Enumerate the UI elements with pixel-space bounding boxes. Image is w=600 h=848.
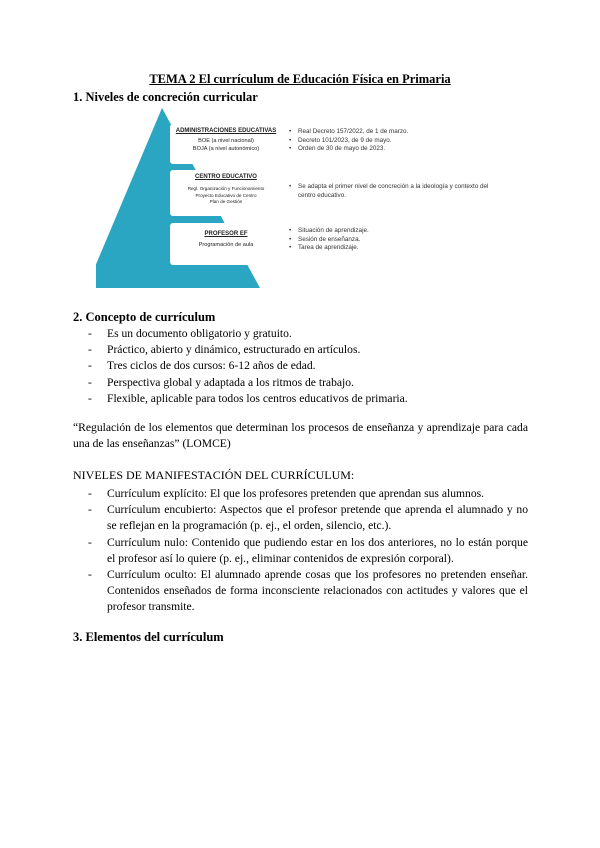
- pyramid-level-profesor: [170, 223, 282, 265]
- notes-administraciones: [288, 128, 498, 154]
- level-line: Plan de Gestión: [209, 199, 243, 204]
- section-1-heading: 1. Niveles de concreción curricular: [73, 90, 258, 104]
- level-line: Programación de aula: [198, 242, 254, 248]
- level-title: CENTRO EDUCATIVO: [195, 174, 257, 180]
- list-item: - Flexible, aplicable para todos los centros educativos de primaria.: [73, 391, 533, 407]
- concept-list: [73, 326, 533, 407]
- list-item: - Currículum encubierto: Aspectos que el profesor pretende que aprenda el alumnado y no se reflejan en la programación (p. ej., el orden, silencio, etc.).: [73, 502, 528, 534]
- notes-profesor: [288, 227, 498, 253]
- list-item: - Currículum explícito: El que los profesores pretenden que aprendan sus alumnos.: [73, 486, 528, 502]
- level-line: Regl. Organización y Funcionamiento: [187, 186, 265, 191]
- pyramid-level-centro: [170, 170, 282, 216]
- niveles-list: [73, 486, 528, 616]
- list-item: - Currículum oculto: El alumnado aprende cosas que los profesores no pretenden enseñar. Contenidos enseñados de forma inconsciente relacionados con actitudes y valores que el profesor transmite.: [73, 567, 528, 616]
- note-item: • Real Decreto 157/2022, de 1 de marzo.: [288, 128, 498, 137]
- list-item: - Perspectiva global y adaptada a los ritmos de trabajo.: [73, 375, 533, 391]
- level-title: PROFESOR EF: [204, 231, 248, 237]
- notes-centro: [288, 183, 493, 200]
- niveles-heading: NIVELES DE MANIFESTACIÓN DEL CURRÍCULUM:: [73, 468, 355, 482]
- section-3-heading: 3. Elementos del currículum: [73, 630, 224, 644]
- document-title: TEMA 2 El currículum de Educación Física en Primaria: [149, 72, 451, 86]
- note-item: • Tarea de aprendizaje.: [288, 244, 498, 253]
- list-item: - Es un documento obligatorio y gratuito.: [73, 326, 533, 342]
- section-2-heading: 2. Concepto de currículum: [73, 310, 216, 324]
- level-line: Proyecto Educativo de Centro: [195, 192, 257, 198]
- list-item: - Tres ciclos de dos cursos: 6-12 años de edad.: [73, 358, 533, 374]
- list-item: - Práctico, abierto y dinámico, estructurado en artículos.: [73, 342, 533, 358]
- level-line: BOJA (a nivel autonómico): [192, 146, 260, 152]
- level-line: BOE (a nivel nacional): [198, 138, 254, 144]
- note-item: • Situación de aprendizaje.: [288, 227, 498, 236]
- note-item: • Se adapta el primer nivel de concreción a la ideología y contexto del centro educativo.: [288, 183, 493, 200]
- pyramid-level-administraciones: [170, 124, 282, 164]
- note-item: • Orden de 30 de mayo de 2023.: [288, 145, 498, 154]
- note-item: • Decreto 101/2023, de 9 de mayo.: [288, 137, 498, 146]
- lomce-quote: “Regulación de los elementos que determinan los procesos de enseñanza y aprendizaje para cada una de las enseñanzas” (LOMCE): [73, 421, 528, 451]
- note-item: • Sesión de enseñanza.: [288, 236, 498, 245]
- level-title: ADMINISTRACIONES EDUCATIVAS: [175, 128, 277, 134]
- list-item: - Currículum nulo: Contenido que pudiendo estar en los dos anteriores, no lo están porque el profesor así lo quiere (p. ej., eliminar contenidos de expresión corporal).: [73, 535, 528, 567]
